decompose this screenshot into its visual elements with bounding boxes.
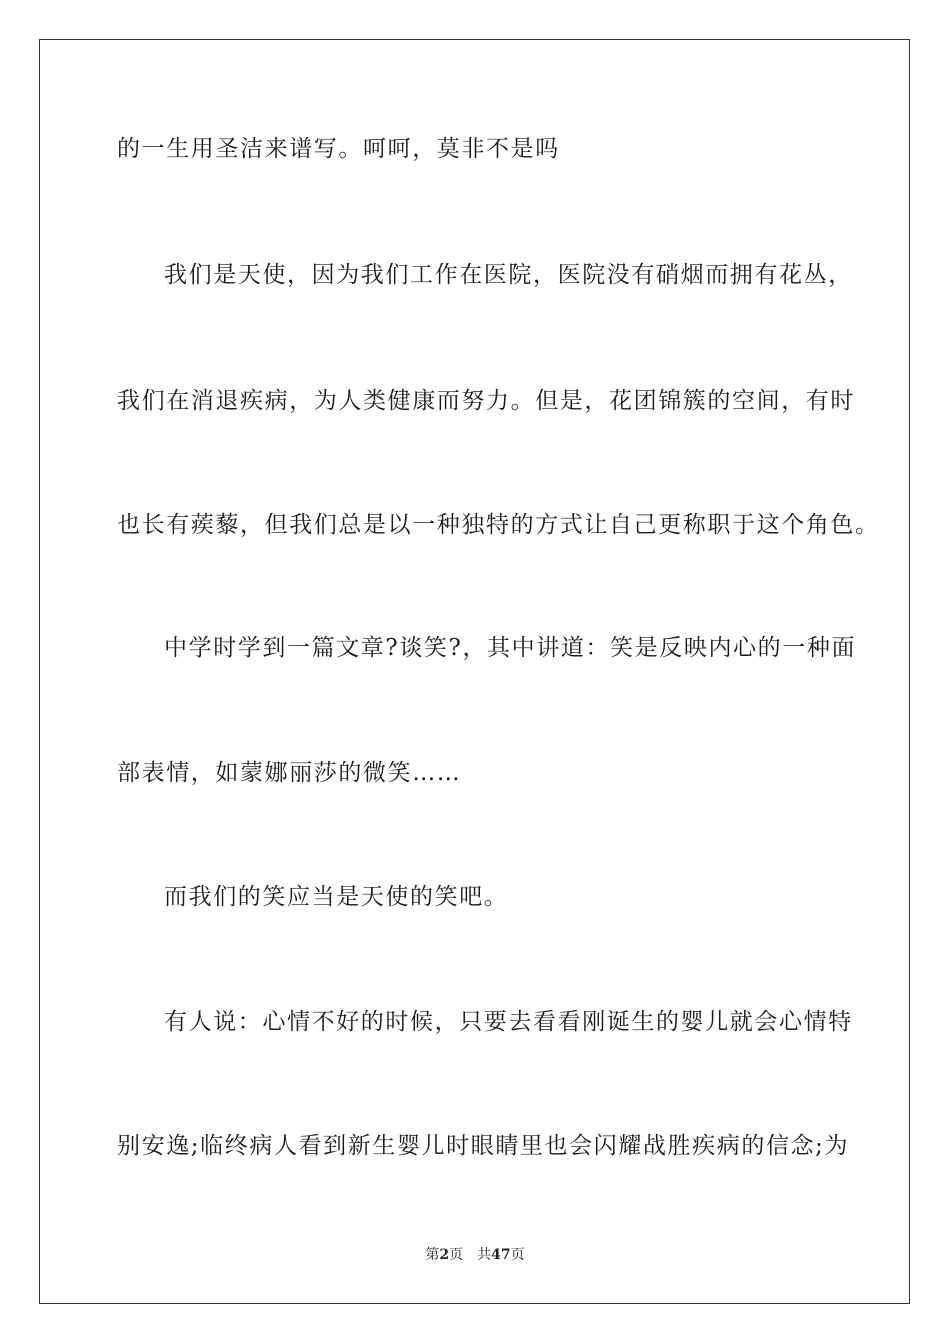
page-prefix: 第	[425, 1247, 440, 1263]
text-line-5: 中学时学到一篇文章?谈笑?，其中讲道：笑是反映内心的一种面	[164, 635, 857, 661]
text-line-1: 的一生用圣洁来谱写。呵呵，莫非不是吗	[117, 136, 560, 162]
page-footer	[0, 1246, 950, 1264]
total-pages: 47	[491, 1247, 511, 1263]
text-line-3: 我们在消退疾病，为人类健康而努力。但是，花团锦簇的空间，有时	[117, 388, 855, 414]
text-line-8: 有人说：心情不好的时候，只要去看看刚诞生的婴儿就会心情特	[164, 1009, 853, 1035]
total-prefix: 共	[477, 1247, 492, 1263]
page-number: 2	[439, 1247, 450, 1263]
page-frame	[39, 39, 910, 1304]
text-line-9: 别安逸;临终病人看到新生婴儿时眼睛里也会闪耀战胜疾病的信念;为	[117, 1133, 850, 1159]
page-suffix: 页	[449, 1247, 464, 1263]
text-line-2: 我们是天使，因为我们工作在医院，医院没有硝烟而拥有花丛，	[164, 262, 853, 288]
total-suffix: 页	[510, 1247, 525, 1263]
text-line-6: 部表情，如蒙娜丽莎的微笑……	[117, 760, 462, 786]
text-line-7: 而我们的笑应当是天使的笑吧。	[164, 884, 509, 910]
text-line-4: 也长有蒺藜，但我们总是以一种独特的方式让自己更称职于这个角色。	[117, 512, 880, 538]
